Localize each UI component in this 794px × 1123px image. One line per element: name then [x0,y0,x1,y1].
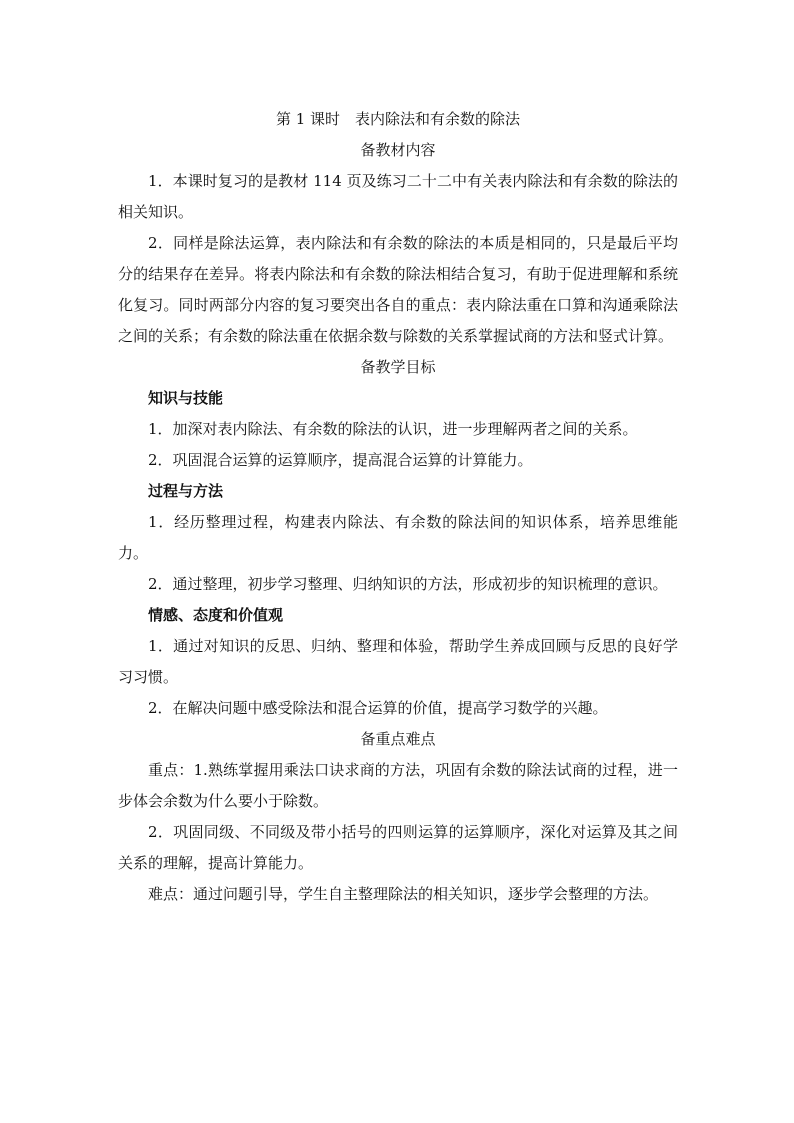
key-point-1 [118,755,678,817]
document-page [118,104,678,910]
content-paragraph-2: 2．同样是除法运算，表内除法和有余数的除法的本质是相同的，只是最后平均分的结果存在差异。将表内除法和有余数的除法相结合复习，有助于促进理解和系统化复习。同时两部分内容的复习要突出各自的重点：表内除法重在口算和沟通乘除法之间的关系；有余数的除法重在依据余数与除数的关系掌握试商的方法和竖式计算。 [118,234,678,345]
attitude-item-2: 2．在解决问题中感受除法和混合运算的价值，提高学习数学的兴趣。 [148,699,608,717]
subheading-knowledge: 知识与技能 [148,389,224,407]
process-item-1: 1．经历整理过程，构建表内除法、有余数的除法间的知识体系，培养思维能力。 [118,513,678,562]
lesson-title: 第 1 课时 表内除法和有余数的除法 [275,110,521,128]
attitude-item-1: 1．通过对知识的反思、归纳、整理和体验，帮助学生养成回顾与反思的良好学习习惯。 [118,637,678,686]
key-text-1: 1.熟练掌握用乘法口诀求商的方法，巩固有余数的除法试商的过程，进一步体会余数为什么要小于除数。 [118,761,678,810]
key-point-2: 2．巩固同级、不同级及带小括号的四则运算的运算顺序，深化对运算及其之间关系的理解，提高计算能力。 [118,823,678,872]
key-label: 重点： [148,761,194,779]
subheading-attitude: 情感、态度和价值观 [148,606,284,624]
heading-content: 备教材内容 [360,141,436,159]
subheading-process: 过程与方法 [148,482,224,500]
difficulty-text: 通过问题引导，学生自主整理除法的相关知识，逐步学会整理的方法。 [193,885,659,903]
knowledge-item-1: 1．加深对表内除法、有余数的除法的认识，进一步理解两者之间的关系。 [148,420,638,438]
difficulty-label: 难点： [148,885,194,903]
process-item-2: 2．通过整理，初步学习整理、归纳知识的方法，形成初步的知识梳理的意识。 [148,575,668,593]
difficulty-point [118,879,678,910]
heading-keypoints: 备重点难点 [360,730,436,748]
heading-goals: 备教学目标 [360,358,436,376]
knowledge-item-2: 2．巩固混合运算的运算顺序，提高混合运算的计算能力。 [148,451,533,469]
content-paragraph-1: 1．本课时复习的是教材 114 页及练习二十二中有关表内除法和有余数的除法的相关知识。 [118,172,678,221]
